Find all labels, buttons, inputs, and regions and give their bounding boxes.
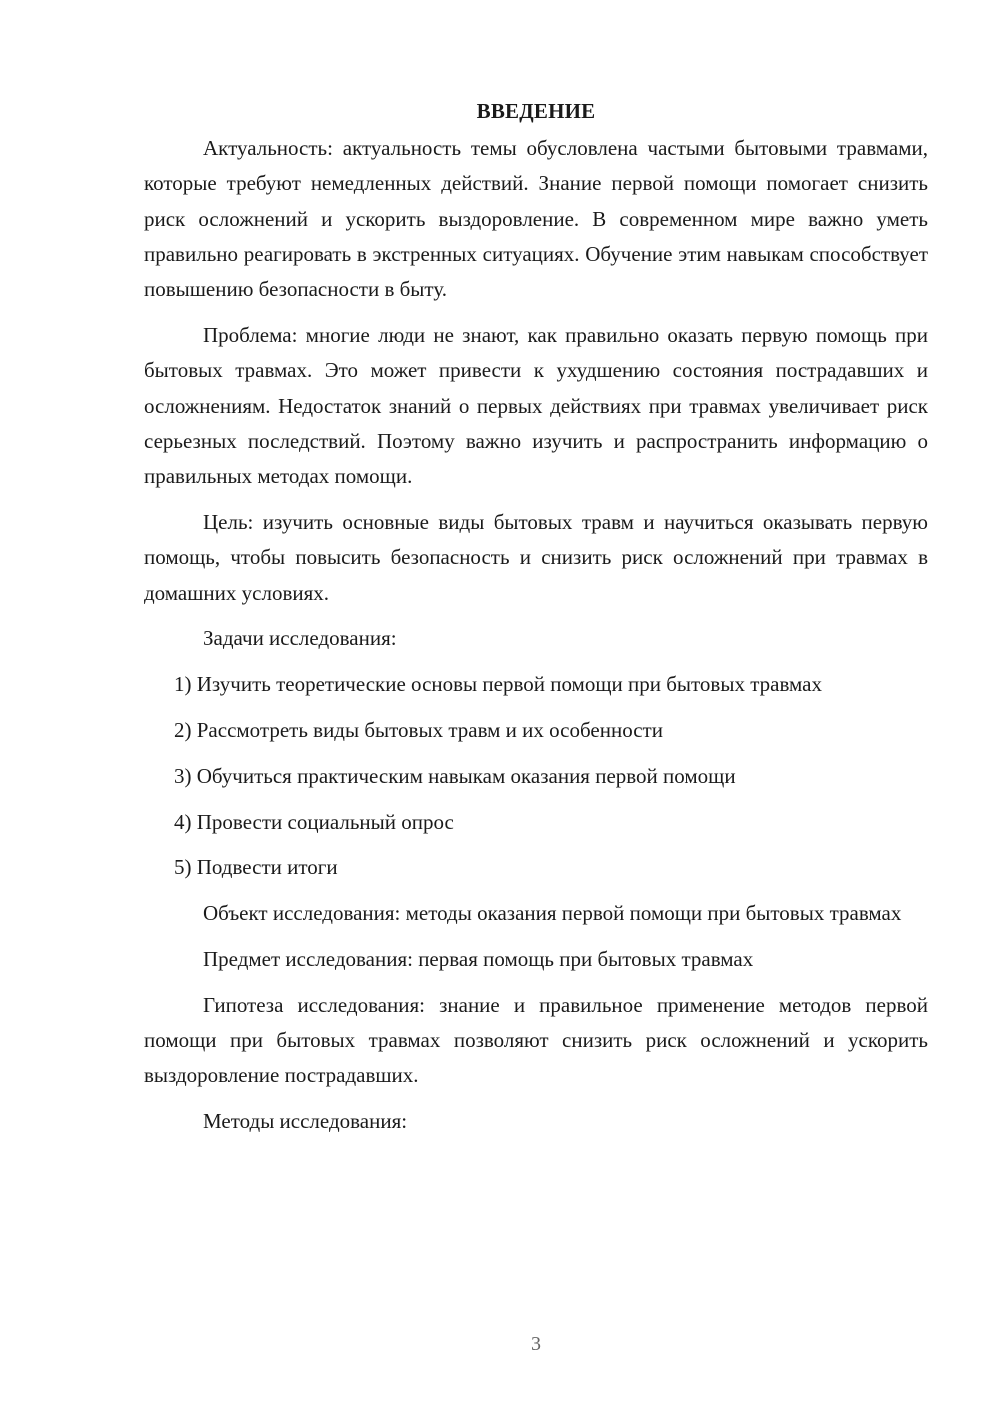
document-page	[144, 94, 928, 1150]
page-number: 3	[531, 1333, 541, 1355]
hypothesis-paragraph: Гипотеза исследования: знание и правильное применение методов первой помощи при бытовых травмах позволяют снизить риск осложнений и ускорить выздоровление пострадавших.	[144, 992, 928, 1088]
relevance-paragraph: Актуальность: актуальность темы обусловлена частыми бытовыми травмами, которые требуют немедленных действий. Знание первой помощи помогает снизить риск осложнений и ускорить выздоровление. В современном мире важно уметь правильно реагировать в экстренных ситуациях. Обучение этим навыкам способствует повышению безопасности в быту.	[144, 136, 928, 302]
page-title: ВВЕДЕНИЕ	[476, 99, 596, 123]
problem-paragraph: Проблема: многие люди не знают, как правильно оказать первую помощь при бытовых травмах. Это может привести к ухудшению состояния пострадавших и осложнениям. Недостаток знаний о первых действиях при травмах увеличивает риск серьезных последствий. Поэтому важно изучить и распространить информацию о правильных методах помощи.	[144, 322, 928, 489]
tasks-heading: Задачи исследования:	[203, 626, 397, 651]
task-item-5: 5) Подвести итоги	[174, 855, 338, 880]
methods-heading: Методы исследования:	[203, 1109, 408, 1134]
task-item-2: 2) Рассмотреть виды бытовых травм и их особенности	[174, 717, 663, 742]
task-item-4: 4) Провести социальный опрос	[174, 809, 454, 834]
task-item-1: 1) Изучить теоретические основы первой помощи при бытовых травмах	[174, 672, 822, 697]
subject-paragraph: Предмет исследования: первая помощь при бытовых травмах	[203, 946, 754, 971]
object-paragraph: Объект исследования: методы оказания первой помощи при бытовых травмах	[203, 901, 902, 926]
goal-paragraph: Цель: изучить основные виды бытовых травм и научиться оказывать первую помощь, чтобы повысить безопасность и снизить риск осложнений при травмах в домашних условиях.	[144, 509, 928, 605]
task-item-3: 3) Обучиться практическим навыкам оказания первой помощи	[174, 763, 736, 788]
